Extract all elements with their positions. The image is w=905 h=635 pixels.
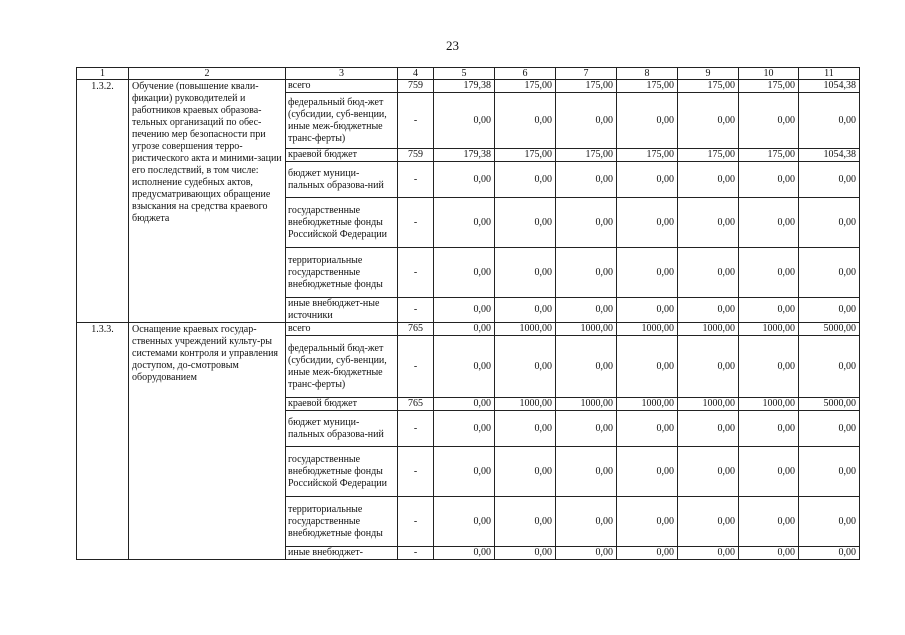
amount-cell: 0,00	[617, 298, 678, 323]
amount-cell: 175,00	[739, 80, 799, 93]
amount-cell: 0,00	[556, 198, 617, 248]
item-description: Оснащение краевых государ-ственных учреждений культу-ры системами контроля и управления доступом, до-смотровым оборудованием	[129, 323, 286, 560]
amount-cell: 0,00	[739, 248, 799, 298]
amount-cell: 0,00	[434, 323, 495, 336]
amount-cell: 1000,00	[739, 323, 799, 336]
item-code: 1.3.2.	[77, 80, 129, 323]
amount-cell: 1000,00	[678, 323, 739, 336]
amount-cell: 0,00	[739, 336, 799, 398]
funding-source: бюджет муници-пальных образова-ний	[286, 411, 398, 447]
amount-cell: 5000,00	[799, 398, 860, 411]
header-cell: 1	[77, 68, 129, 80]
funding-source: иные внебюджет-	[286, 547, 398, 560]
amount-cell: 0,00	[678, 198, 739, 248]
amount-cell: 0,00	[739, 298, 799, 323]
limit-code: -	[398, 447, 434, 497]
limit-code: -	[398, 248, 434, 298]
amount-cell: 0,00	[617, 93, 678, 149]
table-row	[77, 80, 860, 93]
page-number: 23	[446, 38, 459, 53]
funding-source: всего	[286, 323, 398, 336]
amount-cell: 0,00	[739, 93, 799, 149]
amount-cell: 0,00	[434, 547, 495, 560]
item-code: 1.3.3.	[77, 323, 129, 560]
amount-cell: 0,00	[799, 248, 860, 298]
item-description: Обучение (повышение квали-фикации) руководителей и работников краевых образова-тельных организаций по обес-печению мер безопасности при угрозе совершения терро-ристического акта и миними-зации его последствий, в том числе: исполнение судебных актов, предусматривающих обращение взыскания на средства краевого бюджета	[129, 80, 286, 323]
table-body	[77, 68, 860, 560]
amount-cell: 0,00	[556, 298, 617, 323]
amount-cell: 0,00	[495, 93, 556, 149]
amount-cell: 175,00	[678, 80, 739, 93]
amount-cell: 0,00	[617, 248, 678, 298]
amount-cell: 0,00	[799, 411, 860, 447]
amount-cell: 0,00	[678, 411, 739, 447]
amount-cell: 0,00	[678, 336, 739, 398]
amount-cell: 0,00	[799, 497, 860, 547]
funding-source: федеральный бюд-жет (субсидии, суб-венции, иные меж-бюджетные транс-ферты)	[286, 93, 398, 149]
funding-source: территориальные государственные внебюджетные фонды	[286, 497, 398, 547]
budget-table	[76, 67, 860, 560]
amount-cell: 0,00	[434, 198, 495, 248]
amount-cell: 1000,00	[495, 398, 556, 411]
amount-cell: 0,00	[739, 547, 799, 560]
amount-cell: 0,00	[617, 497, 678, 547]
limit-code: 759	[398, 149, 434, 162]
amount-cell: 0,00	[434, 447, 495, 497]
table-row	[77, 323, 860, 336]
funding-source: территориальные государственные внебюджетные фонды	[286, 248, 398, 298]
amount-cell: 0,00	[739, 411, 799, 447]
amount-cell: 0,00	[556, 248, 617, 298]
amount-cell: 0,00	[678, 93, 739, 149]
amount-cell: 1000,00	[495, 323, 556, 336]
amount-cell: 0,00	[799, 162, 860, 198]
amount-cell: 0,00	[434, 336, 495, 398]
amount-cell: 0,00	[678, 497, 739, 547]
amount-cell: 0,00	[434, 298, 495, 323]
amount-cell: 0,00	[678, 447, 739, 497]
amount-cell: 1054,38	[799, 80, 860, 93]
amount-cell: 175,00	[617, 80, 678, 93]
amount-cell: 0,00	[556, 497, 617, 547]
funding-source: краевой бюджет	[286, 149, 398, 162]
amount-cell: 0,00	[495, 248, 556, 298]
header-cell: 9	[678, 68, 739, 80]
amount-cell: 175,00	[556, 149, 617, 162]
amount-cell: 179,38	[434, 80, 495, 93]
funding-source: иные внебюджет-ные источники	[286, 298, 398, 323]
limit-code: 759	[398, 80, 434, 93]
amount-cell: 0,00	[434, 398, 495, 411]
amount-cell: 175,00	[495, 149, 556, 162]
amount-cell: 0,00	[799, 336, 860, 398]
amount-cell: 0,00	[799, 547, 860, 560]
amount-cell: 0,00	[495, 198, 556, 248]
limit-code: -	[398, 93, 434, 149]
amount-cell: 0,00	[495, 298, 556, 323]
amount-cell: 1054,38	[799, 149, 860, 162]
amount-cell: 0,00	[617, 547, 678, 560]
amount-cell: 0,00	[556, 411, 617, 447]
limit-code: -	[398, 497, 434, 547]
amount-cell: 0,00	[434, 411, 495, 447]
amount-cell: 0,00	[678, 547, 739, 560]
amount-cell: 0,00	[617, 411, 678, 447]
amount-cell: 0,00	[617, 447, 678, 497]
amount-cell: 0,00	[739, 497, 799, 547]
amount-cell: 0,00	[495, 162, 556, 198]
amount-cell: 0,00	[799, 447, 860, 497]
amount-cell: 0,00	[799, 198, 860, 248]
limit-code: -	[398, 198, 434, 248]
amount-cell: 0,00	[556, 336, 617, 398]
amount-cell: 175,00	[739, 149, 799, 162]
funding-source: краевой бюджет	[286, 398, 398, 411]
amount-cell: 175,00	[678, 149, 739, 162]
amount-cell: 0,00	[556, 547, 617, 560]
amount-cell: 1000,00	[617, 323, 678, 336]
funding-source: федеральный бюд-жет (субсидии, суб-венции, иные меж-бюджетные транс-ферты)	[286, 336, 398, 398]
amount-cell: 175,00	[617, 149, 678, 162]
amount-cell: 0,00	[678, 298, 739, 323]
amount-cell: 1000,00	[617, 398, 678, 411]
amount-cell: 1000,00	[678, 398, 739, 411]
amount-cell: 0,00	[799, 93, 860, 149]
amount-cell: 1000,00	[739, 398, 799, 411]
amount-cell: 0,00	[617, 198, 678, 248]
amount-cell: 0,00	[434, 497, 495, 547]
header-cell: 6	[495, 68, 556, 80]
funding-source: государственные внебюджетные фонды Российской Федерации	[286, 198, 398, 248]
amount-cell: 175,00	[556, 80, 617, 93]
amount-cell: 0,00	[678, 248, 739, 298]
amount-cell: 1000,00	[556, 323, 617, 336]
funding-source: государственные внебюджетные фонды Российской Федерации	[286, 447, 398, 497]
limit-code: -	[398, 411, 434, 447]
amount-cell: 175,00	[495, 80, 556, 93]
limit-code: 765	[398, 323, 434, 336]
amount-cell: 0,00	[434, 93, 495, 149]
header-cell: 5	[434, 68, 495, 80]
limit-code: -	[398, 298, 434, 323]
amount-cell: 0,00	[434, 162, 495, 198]
limit-code: -	[398, 162, 434, 198]
header-cell: 8	[617, 68, 678, 80]
amount-cell: 0,00	[434, 248, 495, 298]
header-cell: 11	[799, 68, 860, 80]
amount-cell: 0,00	[678, 162, 739, 198]
amount-cell: 0,00	[739, 198, 799, 248]
amount-cell: 0,00	[495, 336, 556, 398]
amount-cell: 0,00	[495, 411, 556, 447]
amount-cell: 0,00	[556, 93, 617, 149]
amount-cell: 0,00	[799, 298, 860, 323]
amount-cell: 1000,00	[556, 398, 617, 411]
funding-source: бюджет муници-пальных образова-ний	[286, 162, 398, 198]
amount-cell: 0,00	[495, 447, 556, 497]
amount-cell: 179,38	[434, 149, 495, 162]
amount-cell: 0,00	[617, 162, 678, 198]
amount-cell: 5000,00	[799, 323, 860, 336]
amount-cell: 0,00	[495, 497, 556, 547]
limit-code: -	[398, 547, 434, 560]
header-cell: 10	[739, 68, 799, 80]
header-row	[77, 68, 860, 80]
amount-cell: 0,00	[556, 447, 617, 497]
header-cell: 2	[129, 68, 286, 80]
limit-code: -	[398, 336, 434, 398]
amount-cell: 0,00	[739, 447, 799, 497]
header-cell: 4	[398, 68, 434, 80]
amount-cell: 0,00	[739, 162, 799, 198]
funding-source: всего	[286, 80, 398, 93]
header-cell: 7	[556, 68, 617, 80]
amount-cell: 0,00	[556, 162, 617, 198]
amount-cell: 0,00	[495, 547, 556, 560]
amount-cell: 0,00	[617, 336, 678, 398]
header-cell: 3	[286, 68, 398, 80]
limit-code: 765	[398, 398, 434, 411]
